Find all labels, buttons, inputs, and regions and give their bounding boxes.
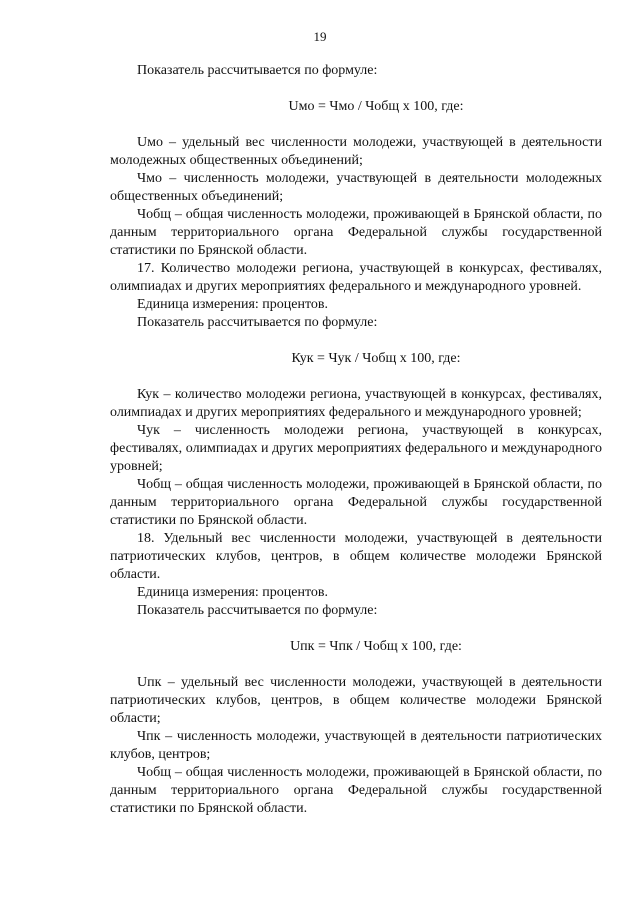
document-body [110, 62, 602, 818]
formula-intro: Показатель рассчитывается по формуле: [137, 603, 378, 618]
definition-chobshch: Чобщ – общая численность молодежи, проживающей в Брянской области, по данным территориального органа Федеральной службы государственной статистики по Брянской области. [110, 765, 602, 816]
unit-of-measure: Единица измерения: процентов. [137, 297, 329, 312]
indicator-17-title: 17. Количество молодежи региона, участвующей в конкурсах, фестивалях, олимпиадах и других мероприятиях федерального и международного уровней. [110, 261, 602, 294]
formula-upk: Uпк = Чпк / Чобщ х 100, где: [290, 639, 462, 654]
definition-upk: Uпк – удельный вес численности молодежи, участвующей в деятельности патриотических клубов, центров, в общем количестве молодежи Брянской области; [110, 675, 602, 726]
formula-intro: Показатель рассчитывается по формуле: [137, 315, 378, 330]
formula-umo: Uмо = Чмо / Чобщ х 100, где: [288, 99, 464, 114]
unit-of-measure: Единица измерения: процентов. [137, 585, 329, 600]
definition-chuk: Чук – численность молодежи региона, участвующей в конкурсах, фестивалях, олимпиадах и других мероприятиях федерального и международного уровней; [110, 423, 602, 474]
page-number: 19 [313, 29, 327, 44]
formula-kuk: Кук = Чук / Чобщ х 100, где: [291, 351, 461, 366]
definition-chmo: Чмо – численность молодежи, участвующей в деятельности молодежных общественных объединений; [110, 171, 602, 204]
definition-kuk: Кук – количество молодежи региона, участвующей в конкурсах, фестивалях, олимпиадах и других мероприятиях федерального и международного уровней; [110, 387, 602, 420]
indicator-18-title: 18. Удельный вес численности молодежи, участвующей в деятельности патриотических клубов, центров, в общем количестве молодежи Брянской области. [110, 531, 602, 582]
definition-umo: Uмо – удельный вес численности молодежи, участвующей в деятельности молодежных общественных объединений; [110, 135, 602, 168]
definition-chobshch: Чобщ – общая численность молодежи, проживающей в Брянской области, по данным территориального органа Федеральной службы государственной статистики по Брянской области. [110, 207, 602, 258]
definition-chpk: Чпк – численность молодежи, участвующей в деятельности патриотических клубов, центров; [110, 729, 602, 762]
definition-chobshch: Чобщ – общая численность молодежи, проживающей в Брянской области, по данным территориального органа Федеральной службы государственной статистики по Брянской области. [110, 477, 602, 528]
formula-intro: Показатель рассчитывается по формуле: [137, 63, 378, 78]
